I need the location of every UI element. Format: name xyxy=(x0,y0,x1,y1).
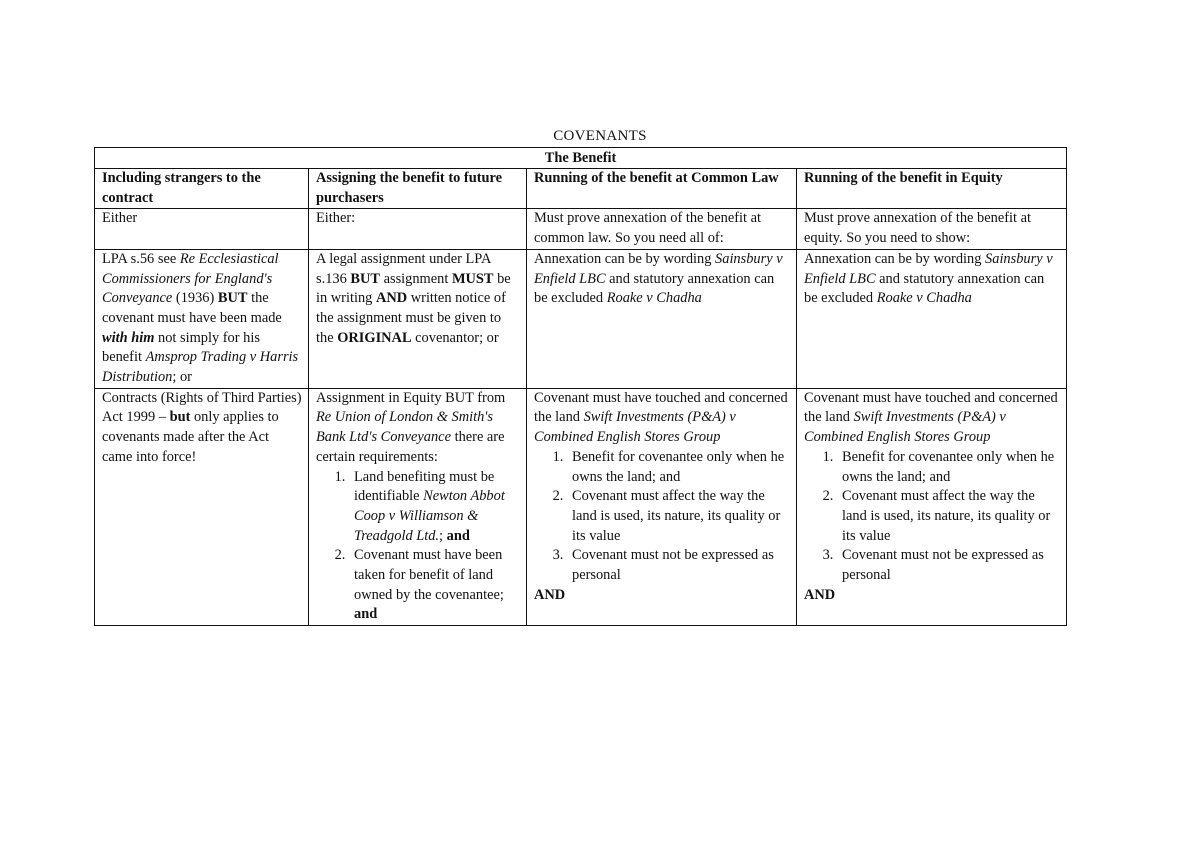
emphasis-text: with him xyxy=(102,329,155,346)
cell-text: only applies to covenants made after the Act came into force! xyxy=(102,409,279,465)
case-name: Roake v Chadha xyxy=(606,290,702,307)
table-banner: The Benefit xyxy=(95,148,1067,169)
table-cell xyxy=(797,388,1067,625)
table-cell: Either: xyxy=(309,209,527,249)
emphasis-text: MUST xyxy=(451,270,494,287)
header-row xyxy=(95,169,1067,209)
table-row xyxy=(95,209,1067,249)
table-row xyxy=(95,388,1067,625)
covenants-table xyxy=(94,147,1067,626)
column-header: Assigning the benefit to future purchasers xyxy=(309,169,527,209)
cell-text: written notice of the assignment must be given to the xyxy=(316,290,506,346)
cell-text: ; or xyxy=(172,369,192,386)
cell-text: Covenant must have been taken for benefit of land owned by the covenantee; xyxy=(354,547,504,603)
cell-text: Covenant must have touched and concerned the land xyxy=(534,389,788,426)
cell-text: assignment xyxy=(379,270,452,287)
table-cell xyxy=(797,249,1067,388)
cell-text: there are certain requirements: xyxy=(316,429,505,465)
list-item xyxy=(349,468,520,547)
case-name: Re Union of London & Smith's Bank Ltd's Conveyance xyxy=(316,409,493,446)
case-name: Newton Abbot Coop v Williamson & Treadgold Ltd. xyxy=(354,488,505,544)
table-cell xyxy=(95,388,309,625)
emphasis-text: but xyxy=(169,409,191,426)
emphasis-text: and xyxy=(446,527,470,544)
case-name: Sainsbury v Enfield LBC xyxy=(534,250,783,287)
emphasis-text: AND xyxy=(534,586,566,603)
cell-text: the covenant must have been made xyxy=(102,290,282,326)
table-cell xyxy=(95,249,309,388)
emphasis-text: and xyxy=(354,606,378,623)
table-cell xyxy=(527,249,797,388)
list-item: 2. Covenant must affect the way the land is used, its nature, its quality or its value xyxy=(837,487,1060,546)
emphasis-text: AND xyxy=(375,290,408,307)
emphasis-text: BUT xyxy=(350,270,380,287)
list-item: 2. Covenant must affect the way the land is used, its nature, its quality or its value xyxy=(567,487,790,546)
table-cell xyxy=(309,249,527,388)
case-name: Swift Investments (P&A) v Combined English Stores Group xyxy=(534,409,736,446)
table-row xyxy=(95,249,1067,388)
requirements-list xyxy=(534,448,790,586)
cell-text: Land benefiting must be identifiable xyxy=(354,468,495,505)
cell-text: A legal assignment under LPA s.136 xyxy=(316,250,491,287)
case-name: Re Ecclesiastical Commissioners for England's Conveyance xyxy=(102,250,279,307)
table-cell xyxy=(527,388,797,625)
table-cell: Must prove annexation of the benefit at common law. So you need all of: xyxy=(527,209,797,249)
banner-row xyxy=(95,148,1067,169)
case-name: Sainsbury v Enfield LBC xyxy=(804,250,1053,287)
cell-text: and statutory annexation can be excluded xyxy=(804,270,1045,307)
cell-text: ; xyxy=(439,527,447,544)
list-item: 3. Covenant must not be expressed as personal xyxy=(567,546,790,585)
cell-text: covenantor; or xyxy=(411,329,499,346)
cell-text: LPA s.56 see xyxy=(102,250,180,267)
cell-text: (1936) xyxy=(172,290,218,307)
cell-text: Covenant must have touched and concerned the land xyxy=(804,389,1058,426)
list-item: 3. Covenant must not be expressed as personal xyxy=(837,546,1060,585)
table-cell: Must prove annexation of the benefit at equity. So you need to show: xyxy=(797,209,1067,249)
cell-text: and statutory annexation can be excluded xyxy=(534,270,775,307)
table-cell: Either xyxy=(95,209,309,249)
cell-text: not simply for his benefit xyxy=(102,329,260,366)
emphasis-text: ORIGINAL xyxy=(337,329,412,346)
cell-text: Annexation can be by wording xyxy=(534,250,716,267)
case-name: Roake v Chadha xyxy=(876,290,972,307)
list-item xyxy=(349,546,520,625)
case-name: Swift Investments (P&A) v Combined English Stores Group xyxy=(804,409,1006,446)
column-header: Including strangers to the contract xyxy=(95,169,309,209)
column-header: Running of the benefit in Equity xyxy=(797,169,1067,209)
list-item: 1. Benefit for covenantee only when he owns the land; and xyxy=(837,448,1060,487)
requirements-list xyxy=(804,448,1060,586)
cell-text: be in writing xyxy=(316,270,511,307)
document-title: COVENANTS xyxy=(553,128,647,144)
column-header: Running of the benefit at Common Law xyxy=(527,169,797,209)
cell-text: Contracts (Rights of Third Parties) Act 1999 – xyxy=(102,389,302,426)
table-cell xyxy=(309,388,527,625)
cell-text: Assignment in Equity BUT from xyxy=(316,389,506,406)
emphasis-text: BUT xyxy=(217,290,248,307)
requirements-list xyxy=(316,468,520,626)
case-name: Amsprop Trading v Harris Distribution xyxy=(102,349,299,386)
emphasis-text: AND xyxy=(804,586,836,603)
cell-text: Annexation can be by wording xyxy=(804,250,986,267)
list-item: 1. Benefit for covenantee only when he owns the land; and xyxy=(567,448,790,487)
